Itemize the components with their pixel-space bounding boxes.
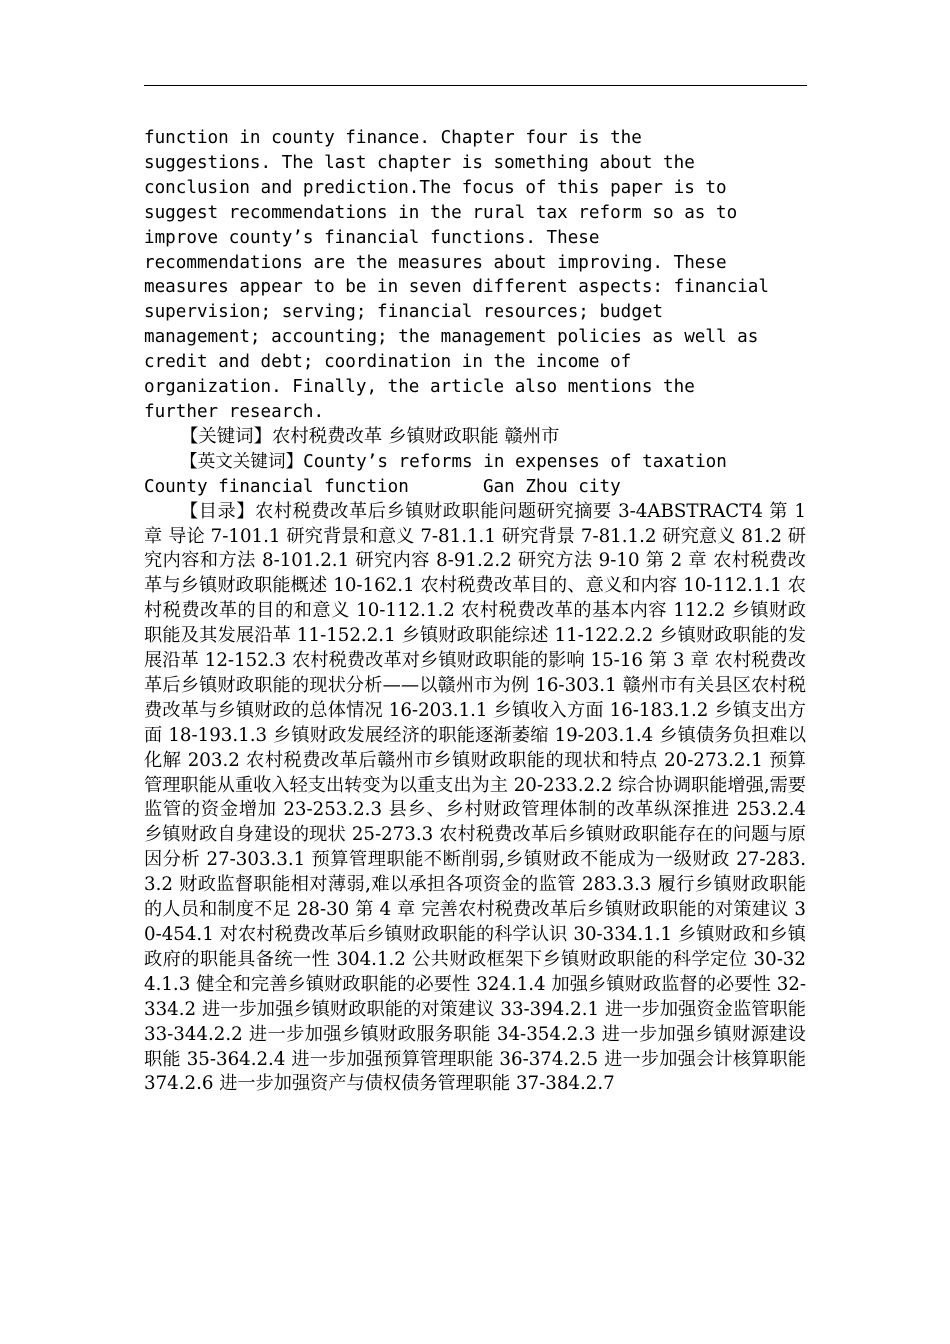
keywords-text: 农村税费改革 乡镇财政职能 赣州市 (271, 425, 560, 447)
table-of-contents-paragraph (144, 500, 806, 1098)
page-content (144, 126, 806, 1097)
english-abstract-continuation: function in county finance. Chapter four is the suggestions. The last chapter is something about the conclusion and prediction.The focus of this paper is to suggest recommendations in the rural tax reform so as to improve county’s financial functions. These recommendations are the measures about improving. These measures appear to be in seven different aspects: financial supervision; serving; financial resources; budget management; accounting; the management policies as well as credit and debt; coordination in the income of organization. Finally, the article also mentions the further research. (144, 128, 769, 422)
english-keywords-paragraph (144, 450, 806, 500)
header-rule (144, 85, 807, 86)
toc-text: 农村税费改革后乡镇财政职能问题研究摘要 3-4ABSTRACT4 第 1 章 导论 7-101.1 研究背景和意义 7-81.1.1 研究背景 7-81.1.2 研究意义 81.2 研究内容和方法 8-101.2.1 研究内容 8-91.2.2 研究方法 9-10 第 2 章 农村税费改革与乡镇财政职能概述 10-162.1 农村税费改革目的、意义和内容 10-112.1.1 农村税费改革的目的和意义 10-112.1.2 农村税费改革的基本内容 112.2 乡镇财政职能及其发展沿革 11-152.2.1 乡镇财政职能综述 11-122.2.2 乡镇财政职能的发展沿革 12-152.3 农村税费改革对乡镇财政职能的影响 15-16 第 3 章 农村税费改革后乡镇财政职能的现状分析——以赣州市为例 16-303.1 赣州市有关县区农村税费改革与乡镇财政的总体情况 16-203.1.1 乡镇收入方面 16-183.1.2 乡镇支出方面 18-193.1.3 乡镇财政发展经济的职能逐渐萎缩 19-203.1.4 乡镇债务负担难以化解 203.2 农村税费改革后赣州市乡镇财政职能的现状和特点 20-273.2.1 预算管理职能从重收入轻支出转变为以重支出为主 20-233.2.2 综合协调职能增强,需要监管的资金增加 23-253.2.3 县乡、乡村财政管理体制的改革纵深推进 253.2.4 乡镇财政自身建设的现状 25-273.3 农村税费改革后乡镇财政职能存在的问题与原因分析 27-303.3.1 预算管理职能不断削弱,乡镇财政不能成为一级财政 27-283.3.2 财政监督职能相对薄弱,难以承担各项资金的监管 283.3.3 履行乡镇财政职能的人员和制度不足 28-30 第 4 章 完善农村税费改革后乡镇财政职能的对策建议 30-454.1 对农村税费改革后乡镇财政职能的科学认识 30-334.1.1 乡镇财政和乡镇政府的职能具备统一性 304.1.2 公共财政框架下乡镇财政职能的科学定位 30-324.1.3 健全和完善乡镇财政职能的必要性 324.1.4 加强乡镇财政监督的必要性 32-334.2 进一步加强乡镇财政职能的对策建议 33-394.2.1 进一步加强资金监管职能 33-344.2.2 进一步加强乡镇财政服务职能 34-354.2.3 进一步加强乡镇财源建设职能 35-364.2.4 进一步加强预算管理职能 36-374.2.5 进一步加强会计核算职能 374.2.6 进一步加强资产与债权债务管理职能 37-384.2.7 (144, 500, 806, 1095)
english-keywords-label: 【英文关键词】 (180, 451, 304, 472)
keywords-paragraph (144, 425, 806, 450)
english-keywords-text: County’s reforms in expenses of taxation County financial function Gan Zhou city (144, 451, 727, 497)
toc-label: 【目录】 (180, 500, 256, 522)
keywords-label: 【关键词】 (180, 425, 272, 447)
